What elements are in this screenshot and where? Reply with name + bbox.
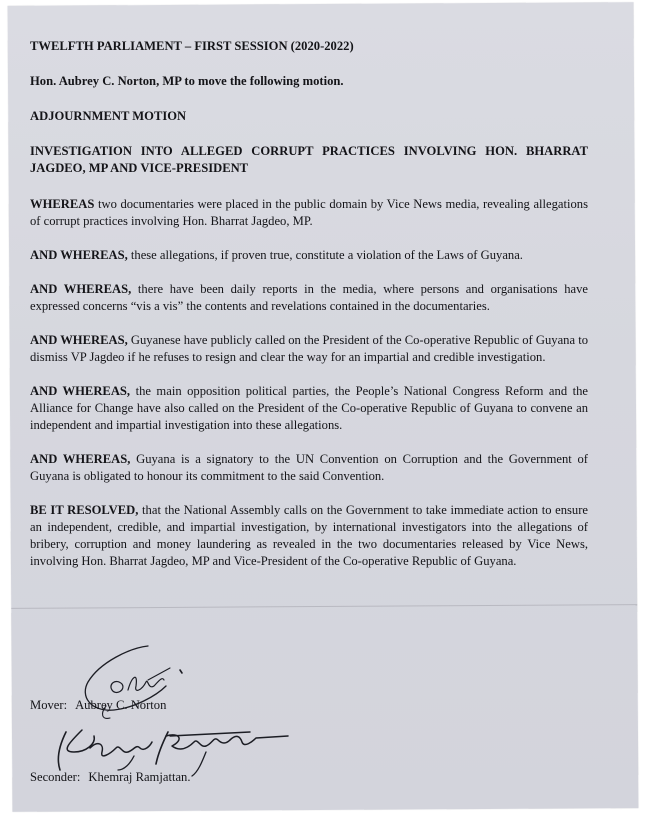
clause-text: Guyanese have publicly called on the President of the Co-operative Republic of Guyana to dismiss VP Jagdeo if he refuses to resign and clear the way for an impartial and credible investigation. [30, 333, 588, 364]
clause-2 [30, 247, 588, 264]
handwritten-signatures [30, 640, 330, 790]
clause-lead: BE IT RESOLVED, [30, 503, 139, 517]
clause-text: these allegations, if proven true, constitute a violation of the Laws of Guyana. [127, 248, 523, 262]
seconder-name: Khemraj Ramjattan. [88, 770, 191, 784]
parliament-header: TWELFTH PARLIAMENT – FIRST SESSION (2020-2022) [30, 39, 354, 53]
clause-lead: AND WHEREAS, [30, 384, 131, 398]
seconder-signature-line [30, 770, 190, 785]
clause-4 [30, 332, 588, 366]
motion-type: ADJOURNMENT MOTION [30, 109, 187, 123]
clause-lead: AND WHEREAS, [30, 452, 131, 466]
clause-5 [30, 383, 588, 434]
mover-signature-line [30, 698, 166, 713]
clause-1 [30, 196, 588, 230]
clause-lead: WHEREAS [30, 197, 95, 211]
mover-line: Hon. Aubrey C. Norton, MP to move the following motion. [30, 74, 344, 88]
resolution-clause [30, 502, 588, 570]
motion-title: INVESTIGATION INTO ALLEGED CORRUPT PRACTICES INVOLVING HON. BHARRAT JAGDEO, MP AND VICE-PRESIDENT [30, 144, 588, 175]
seconder-label: Seconder: [30, 770, 81, 784]
mover-name: Aubrey C. Norton [75, 698, 167, 712]
paper-fold-line [11, 604, 637, 609]
clause-text: that the National Assembly calls on the Government to take immediate action to ensure an independent, credible, and impartial investigation, by international investigators into the allegations of bribery, corruption and money laundering as revealed in the two documentaries released by Vice News, involving Hon. Bharrat Jagdeo, MP and Vice-President of the Co-operative Republic of Guyana. [30, 503, 588, 568]
signature-block [30, 640, 330, 790]
clause-text: the main opposition political parties, the People’s National Congress Reform and the Alliance for Change have also called on the President of the Co-operative Republic of Guyana to convene an independent and impartial investigation into these allegations. [30, 384, 588, 432]
clause-3 [30, 281, 588, 315]
mover-label: Mover: [30, 698, 68, 712]
clause-lead: AND WHEREAS, [30, 282, 132, 296]
clause-text: Guyana is a signatory to the UN Convention on Corruption and the Government of Guyana is obligated to honour its commitment to the said Convention. [30, 452, 588, 483]
clause-lead: AND WHEREAS, [30, 333, 128, 347]
clause-lead: AND WHEREAS, [30, 248, 128, 262]
clause-6 [30, 451, 588, 485]
motion-text [30, 38, 588, 587]
clause-text: there have been daily reports in the media, where persons and organisations have expressed concerns “vis a vis” the contents and revelations contained in the documentaries. [30, 282, 588, 313]
clause-text: two documentaries were placed in the public domain by Vice News media, revealing allegations of corrupt practices involving Hon. Bharrat Jagdeo, MP. [30, 197, 588, 228]
